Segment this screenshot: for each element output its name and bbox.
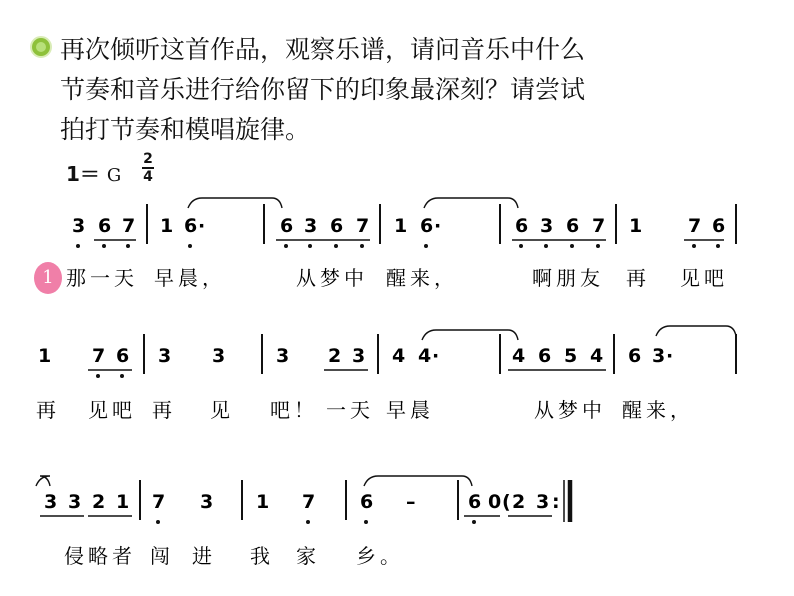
note: ( xyxy=(502,491,511,513)
low-octave-dot xyxy=(716,244,720,248)
lyric: 醒来， xyxy=(622,398,694,422)
note: 7 xyxy=(122,215,136,237)
lyric: 家 xyxy=(296,544,320,568)
note: 6 xyxy=(360,491,374,513)
note: 4 xyxy=(418,345,432,367)
note: 6 xyxy=(116,345,130,367)
note: 1 xyxy=(394,215,408,237)
low-octave-dot xyxy=(472,520,476,524)
note: 7 xyxy=(302,491,316,513)
note: 3 xyxy=(44,491,58,513)
note: 7 xyxy=(356,215,370,237)
note: 6 xyxy=(280,215,294,237)
note: 3 xyxy=(352,345,366,367)
note: 4 xyxy=(512,345,526,367)
note: 1 xyxy=(116,491,130,513)
low-octave-dot xyxy=(102,244,106,248)
note: : xyxy=(552,491,560,513)
note: · xyxy=(432,345,440,367)
note: 7 xyxy=(92,345,106,367)
lyric: 乡。 xyxy=(356,544,404,568)
lyric: 再 xyxy=(152,398,176,422)
note: 1 xyxy=(160,215,174,237)
note: 3 xyxy=(536,491,550,513)
note: 6 xyxy=(468,491,482,513)
question-line-3: 拍打节奏和模唱旋律。 xyxy=(60,115,311,144)
time-bottom: 4 xyxy=(143,169,153,185)
note: · xyxy=(666,345,674,367)
lyric: 见 xyxy=(210,398,234,422)
lyric: 见吧 xyxy=(680,266,728,290)
note: 3 xyxy=(304,215,318,237)
low-octave-dot xyxy=(284,244,288,248)
note: 6 xyxy=(566,215,580,237)
low-octave-dot xyxy=(120,374,124,378)
note: 3 xyxy=(72,215,86,237)
note: 3 xyxy=(652,345,666,367)
note: 7 xyxy=(688,215,702,237)
lyric: 从梦中 xyxy=(296,266,368,290)
note: 2 xyxy=(512,491,526,513)
lyric: 早晨， xyxy=(154,266,226,290)
note: 3 xyxy=(158,345,172,367)
note: 5 xyxy=(564,345,578,367)
note: – xyxy=(406,491,416,513)
low-octave-dot xyxy=(424,244,428,248)
lyric: 吧！ xyxy=(270,398,318,422)
low-octave-dot xyxy=(364,520,368,524)
note: 0 xyxy=(488,491,502,513)
lyric: 那一天 xyxy=(66,266,138,290)
note: 7 xyxy=(152,491,166,513)
note: 1 xyxy=(256,491,270,513)
note: 3 xyxy=(276,345,290,367)
lyric: 再 xyxy=(36,398,60,422)
key-tonic: G xyxy=(106,165,122,186)
note: 6 xyxy=(538,345,552,367)
low-octave-dot xyxy=(96,374,100,378)
key-prefix: 1＝ xyxy=(66,162,100,186)
lyric: 进 xyxy=(192,544,216,568)
lyric: 再 xyxy=(626,266,650,290)
low-octave-dot xyxy=(76,244,80,248)
lyric: 早晨 xyxy=(386,398,434,422)
low-octave-dot xyxy=(334,244,338,248)
low-octave-dot xyxy=(308,244,312,248)
note: 2 xyxy=(92,491,106,513)
low-octave-dot xyxy=(126,244,130,248)
note: 3 xyxy=(68,491,82,513)
note: 3 xyxy=(200,491,214,513)
lyric: 侵略者 xyxy=(64,544,136,568)
note: · xyxy=(434,215,442,237)
low-octave-dot xyxy=(519,244,523,248)
note: 4 xyxy=(392,345,406,367)
lyric: 我 xyxy=(250,544,274,568)
note: 6 xyxy=(98,215,112,237)
low-octave-dot xyxy=(596,244,600,248)
lyric: 从梦中 xyxy=(534,398,606,422)
note: · xyxy=(198,215,206,237)
low-octave-dot xyxy=(306,520,310,524)
note: 4 xyxy=(590,345,604,367)
verse-marker: 1 xyxy=(34,262,62,294)
low-octave-dot xyxy=(360,244,364,248)
question-line-1: 再次倾听这首作品，观察乐谱，请问音乐中什么 xyxy=(60,35,586,64)
note: 3 xyxy=(540,215,554,237)
tie-arc xyxy=(422,330,518,340)
note: 1 xyxy=(38,345,52,367)
note: 6 xyxy=(420,215,434,237)
tie-arc xyxy=(36,476,50,486)
low-octave-dot xyxy=(156,520,160,524)
lyric: 啊朋友 xyxy=(532,266,604,290)
lyric: 一天 xyxy=(326,398,374,422)
note: 7 xyxy=(592,215,606,237)
note: 6 xyxy=(184,215,198,237)
tie-arc xyxy=(424,198,518,208)
note: 6 xyxy=(712,215,726,237)
lyric: 见吧 xyxy=(88,398,136,422)
note: 6 xyxy=(515,215,529,237)
tie-arc xyxy=(188,198,282,208)
low-octave-dot xyxy=(570,244,574,248)
note: 3 xyxy=(212,345,226,367)
low-octave-dot xyxy=(692,244,696,248)
tie-arc xyxy=(364,476,472,486)
time-top: 2 xyxy=(143,151,153,167)
question-line-2: 节奏和音乐进行给你留下的印象最深刻？请尝试 xyxy=(60,75,586,104)
note: 2 xyxy=(328,345,342,367)
lyric: 醒来， xyxy=(386,266,458,290)
note: 1 xyxy=(629,215,643,237)
note: 6 xyxy=(330,215,344,237)
low-octave-dot xyxy=(544,244,548,248)
lyric: 闯 xyxy=(150,544,174,568)
tie-arc xyxy=(656,326,736,336)
low-octave-dot xyxy=(188,244,192,248)
note: 6 xyxy=(628,345,642,367)
